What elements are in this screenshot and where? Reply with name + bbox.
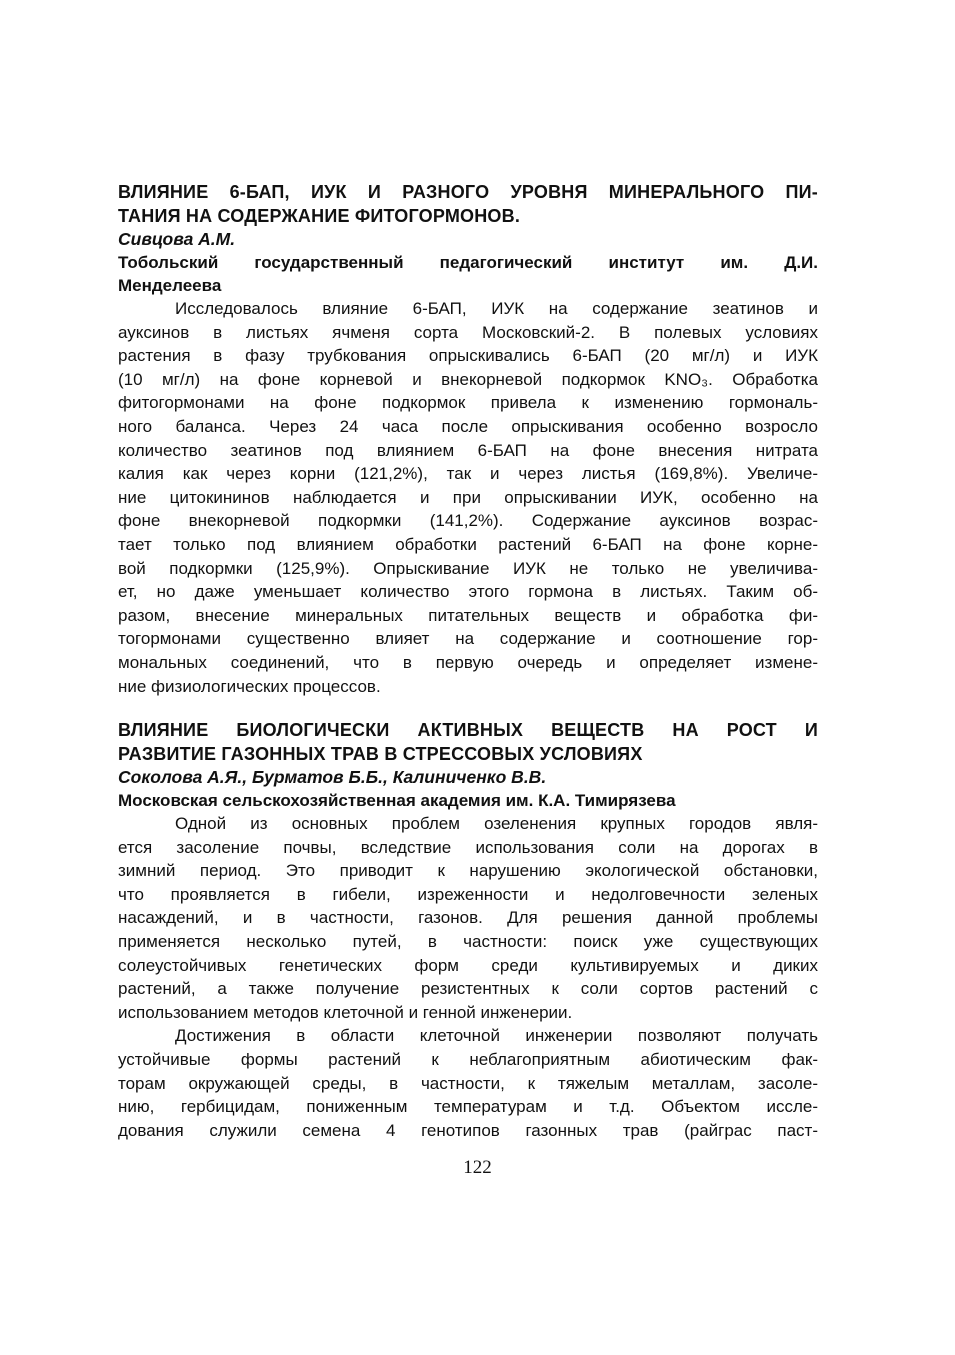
- text-line: Одной из основных проблем озеленения крупных городов явля-: [175, 814, 818, 833]
- text-line: использованием методов клеточной и генной инженерии.: [118, 1002, 573, 1022]
- text-line: количество зеатинов под влиянием 6-БАП на фоне внесения нитрата: [118, 440, 818, 460]
- text-line: ного баланса. Через 24 часа после опрыскивания особенно возросло: [118, 416, 818, 436]
- title-line: РАЗВИТИЕ ГАЗОННЫХ ТРАВ В СТРЕССОВЫХ УСЛОВИЯХ: [118, 744, 643, 764]
- text-line: насаждений, и в частности, газонов. Для решения данной проблемы: [118, 908, 818, 928]
- text-line: тогормонами существенно влияет на содержание и соотношение гор-: [118, 629, 818, 649]
- article-1: [118, 180, 818, 698]
- article-authors: Соколова А.Я., Бурматов Б.Б., Калиниченко В.В.: [118, 767, 547, 787]
- text-line: ауксинов в листьях ячменя сорта Московский-2. В полевых условиях: [118, 322, 818, 342]
- text-line: фоне внекорневой подкормки (141,2%). Содержание ауксинов возрас-: [118, 511, 818, 531]
- text-line: ние физиологических процессов.: [118, 676, 381, 696]
- title-line: ВЛИЯНИЕ 6-БАП, ИУК И РАЗНОГО УРОВНЯ МИНЕРАЛЬНОГО ПИ-: [118, 182, 818, 202]
- text-line: Исследовалось влияние 6-БАП, ИУК на содержание зеатинов и: [175, 299, 818, 318]
- text-line: разом, внесение минеральных питательных веществ и обработка фи-: [118, 605, 818, 625]
- text-line: зимний период. Это приводит к нарушению экологической обстановки,: [118, 861, 818, 881]
- text-line: солеустойчивых генетических форм среди культивируемых и диких: [118, 955, 818, 975]
- article-affiliation: [118, 251, 818, 297]
- text-line: тает только под влиянием обработки растений 6-БАП на фоне корне-: [118, 534, 818, 554]
- affiliation-line: Менделеева: [118, 276, 222, 295]
- text-line: (10 мг/л) на фоне корневой и внекорневой подкормок KNO₃. Обработка: [118, 369, 818, 389]
- text-line: мональных соединений, что в первую очередь и определяет измене-: [118, 652, 818, 672]
- text-line: ет, но даже уменьшает количество этого гормона в листьях. Таким об-: [118, 582, 818, 602]
- article-paragraph: [118, 1024, 818, 1142]
- article-authors: Сивцова А.М.: [118, 229, 236, 249]
- article-paragraph: [118, 297, 818, 698]
- text-line: применяется несколько путей, в частности: поиск уже существующих: [118, 931, 818, 951]
- text-line: вой подкормки (125,9%). Опрыскивание ИУК не только не увеличива-: [118, 558, 818, 578]
- text-line: нию, гербицидам, пониженным температурам и т.д. Объектом иссле-: [118, 1097, 818, 1117]
- article-affiliation: [118, 789, 818, 812]
- text-line: что проявляется в гибели, изреженности и недолговечности зеленых: [118, 884, 818, 904]
- text-line: калия как через корни (121,2%), так и через листья (169,8%). Увеличе-: [118, 464, 818, 484]
- text-line: устойчивые формы растений к неблагоприятным абиотическим фак-: [118, 1049, 818, 1069]
- affiliation-line: Московская сельскохозяйственная академия им. К.А. Тимирязева: [118, 791, 676, 810]
- article-title: [118, 718, 818, 766]
- article-2: [118, 718, 818, 1142]
- text-line: ние цитокининов наблюдается и при опрыскивании ИУК, особенно на: [118, 487, 818, 507]
- title-line: ВЛИЯНИЕ БИОЛОГИЧЕСКИ АКТИВНЫХ ВЕЩЕСТВ НА РОСТ И: [118, 720, 818, 740]
- text-line: торам окружающей среды, в частности, к тяжелым металлам, засоле-: [118, 1073, 818, 1093]
- text-line: дования служили семена 4 генотипов газонных трав (райграс паст-: [118, 1120, 818, 1140]
- title-line: ТАНИЯ НА СОДЕРЖАНИЕ ФИТОГОРМОНОВ.: [118, 206, 521, 226]
- page-number: 122: [463, 1157, 492, 1178]
- article-paragraph: [118, 812, 818, 1024]
- article-title: [118, 180, 818, 228]
- text-line: фитогормонами на фоне подкормок привела к изменению гормональ-: [118, 393, 818, 413]
- affiliation-line: Тобольский государственный педагогический институт им. Д.И.: [118, 253, 818, 272]
- text-line: Достижения в области клеточной инженерии позволяют получать: [175, 1026, 818, 1046]
- text-line: ется засоление почвы, вследствие использования соли на дорогах в: [118, 837, 818, 857]
- text-line: растения в фазу трубкования опрыскивались 6-БАП (20 мг/л) и ИУК: [118, 346, 818, 366]
- text-line: растений, а также получение резистентных к соли сортов растений с: [118, 979, 818, 999]
